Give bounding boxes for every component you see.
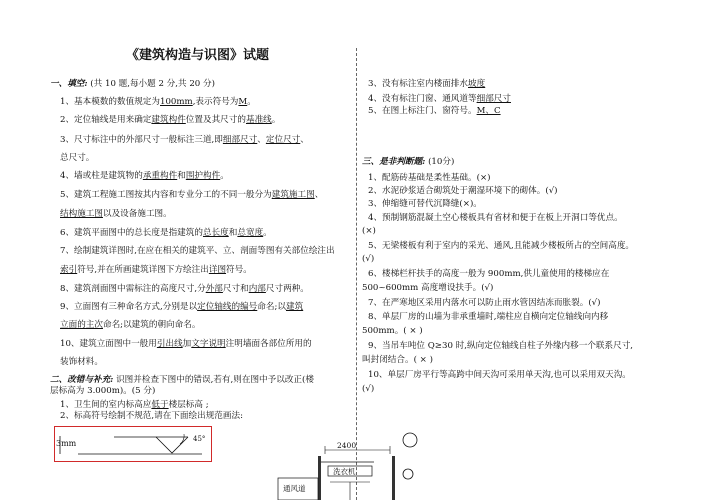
- section3-note: (10分): [428, 157, 455, 167]
- section3-heading: [362, 157, 454, 168]
- section3-title: 三、是非判断题:: [362, 157, 426, 167]
- s3-item-4-answer: (×): [362, 226, 376, 236]
- section1-note: (共 10 题,每小题 2 分,共 20 分): [90, 79, 215, 89]
- q8: 8、建筑剖面图中需标注的高度尺寸,分外部尺寸和内部尺寸两种。: [60, 284, 309, 294]
- r3: 3、没有标注室内楼面排水坡度: [368, 79, 486, 89]
- section2-note-continued: 层标高为 3.000m)。(5 分): [50, 386, 156, 396]
- s3-item-1: 1、配筋砖基础是柔性基础。(×): [368, 173, 491, 183]
- q9: 9、立面图有三种命名方式,分别是以定位轴线的编号命名;以建筑: [60, 302, 304, 312]
- plan-room-ventilation: 通风道: [283, 484, 306, 493]
- s3-item-3: 3、伸缩缝可替代沉降缝(×)。: [368, 199, 482, 209]
- section2-heading: [50, 375, 314, 386]
- s3-item-6-continued: 500~600mm 高度增设扶手。(√): [362, 283, 494, 293]
- plan-dimension: 2400: [337, 441, 357, 450]
- section2-title: 二、改错与补充:: [50, 375, 114, 385]
- q3: 3、尺寸标注中的外部尺寸一般标注三道,即细部尺寸、定位尺寸、: [60, 135, 309, 145]
- q4: 4、墙或柱是建筑物的承重构件和围护构件。: [60, 171, 229, 181]
- s3-item-10: 10、单层厂房平行等高跨中间天沟可采用单天沟,也可以采用双天沟。: [368, 370, 631, 380]
- s3-item-8-continued: 500mm。( × ): [362, 326, 423, 336]
- sketch-label: 3mm: [56, 439, 77, 448]
- q7: 7、绘制建筑详图时,在应在相关的建筑平、立、剖面等图有关部位绘注出: [60, 246, 335, 256]
- s3-item-5-answer: (√): [362, 254, 375, 264]
- elevation-symbol-drawing: [54, 426, 212, 462]
- q2: 2、定位轴线是用来确定建筑构件位置及其尺寸的基准线。: [60, 115, 281, 125]
- sketch-angle: 45°: [193, 435, 206, 443]
- q10-continued: 装饰材料。: [60, 357, 103, 367]
- s3-item-5: 5、无梁楼板有利于室内的采光、通风,且能减少楼板所占的空间高度。: [368, 241, 635, 251]
- s3-item-6: 6、楼梯栏杆扶手的高度一般为 900mm,供儿童使用的楼梯应在: [368, 269, 610, 279]
- exam-title: 《建筑构造与识图》试题: [126, 48, 270, 63]
- s2-q2: 2、标高符号绘制不规范,请在下面绘出规范画法:: [60, 411, 243, 421]
- section1-heading: [50, 79, 215, 90]
- s3-item-8: 8、单层厂房的山墙为非承重墙时,端柱应自横向定位轴线向内移: [368, 312, 609, 322]
- q5: 5、建筑工程施工图按其内容和专业分工的不同一般分为建筑施工图、: [60, 190, 324, 200]
- section2-note: 识图并检查下图中的错误,若有,则在图中予以改正(楼: [116, 375, 314, 385]
- s3-item-9-continued: 叫封闭结合。( × ): [362, 355, 433, 365]
- r4: 4、没有标注门窗、通风道等细部尺寸: [368, 94, 511, 104]
- s2-q1: 1、卫生间的室内标高应低于楼层标高 ;: [60, 400, 209, 410]
- s3-item-9: 9、当吊车吨位 Q≥30 时,纵向定位轴线自柱子外缘内移一个联系尺寸,: [368, 341, 634, 351]
- s3-item-7: 7、在严寒地区采用内落水可以防止雨水管因结冻而胀裂。(√): [368, 298, 601, 308]
- q1: 1、基本模数的数值规定为100mm,表示符号为M。: [60, 97, 256, 107]
- q5-continued: 结构施工图以及设备施工图。: [60, 209, 172, 219]
- q9-continued: 立面的主次命名;以建筑的朝向命名。: [60, 320, 201, 330]
- q3-continued: 总尺寸。: [60, 153, 95, 163]
- s3-item-10-answer: (√): [362, 384, 375, 394]
- r5: 5、在图上标注门、窗符号。M、C: [368, 106, 501, 116]
- section1-title: 一、填空:: [50, 79, 88, 89]
- s3-item-4: 4、预制钢筋混凝土空心楼板具有省材和便于在板上开洞口等优点。: [368, 213, 623, 223]
- plan-room-washing-machine: 洗衣机: [333, 467, 356, 476]
- q6: 6、建筑平面图中的总长度是指建筑的总长度和总宽度。: [60, 228, 272, 238]
- q7-continued: 索引符号,并在所画建筑详图下方绘注出详图符号。: [60, 265, 252, 275]
- s3-item-2: 2、水泥砂浆适合砌筑处于潮湿环境下的砌体。(√): [368, 186, 558, 196]
- q10: 10、建筑立面图中一般用引出线加文字说明注明墙面各部位所用的: [60, 339, 312, 349]
